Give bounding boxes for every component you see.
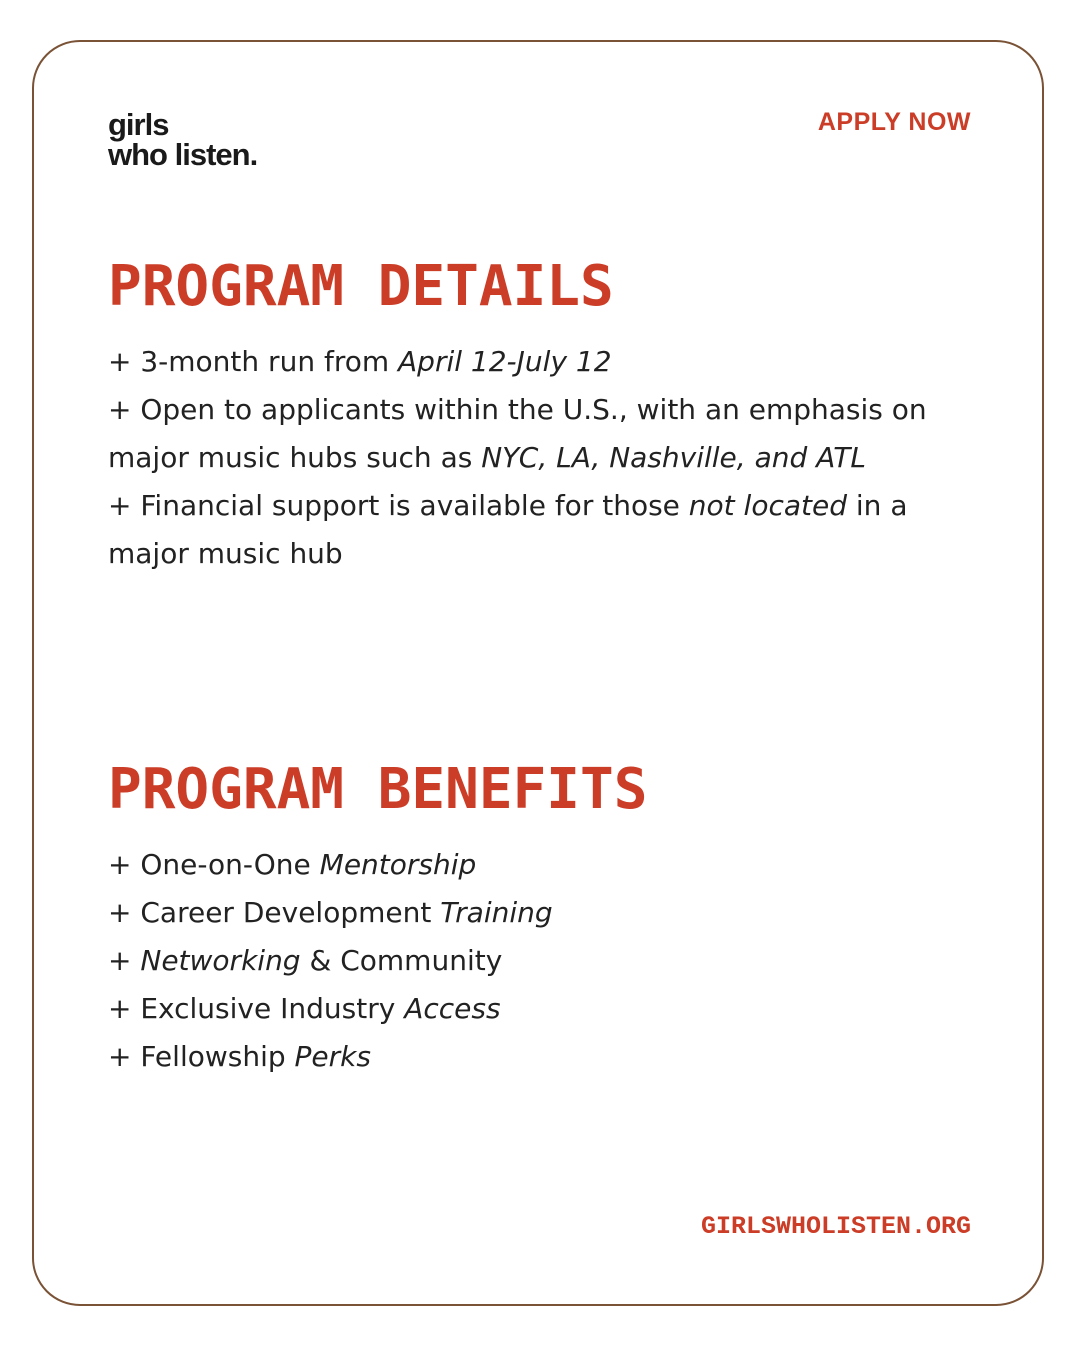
list-item: + Career Development Training (108, 896, 553, 929)
logo-line-1: girls (108, 107, 169, 142)
program-benefits-heading: PROGRAM BENEFITS (108, 757, 648, 822)
list-item: + Networking & Community (108, 944, 503, 977)
list-item: + Financial support is available for those not located in a major music hub (108, 489, 908, 570)
list-item: + Open to applicants within the U.S., with an emphasis on major music hubs such as NYC, LA, Nashville, and ATL (108, 393, 927, 474)
list-item: + 3-month run from April 12-July 12 (108, 345, 612, 378)
program-details-heading: PROGRAM DETAILS (108, 254, 614, 319)
brand-logo[interactable] (108, 107, 258, 172)
list-item: + One-on-One Mentorship (108, 848, 477, 881)
list-item: + Fellowship Perks (108, 1040, 371, 1073)
program-details-list (108, 338, 938, 578)
website-link[interactable]: GIRLSWHOLISTEN.ORG (700, 1212, 971, 1241)
list-item: + Exclusive Industry Access (108, 992, 501, 1025)
logo-line-2: who listen. (108, 137, 258, 172)
apply-now-link[interactable]: APPLY NOW (817, 108, 971, 136)
program-benefits-list (108, 841, 938, 1081)
card-frame (32, 40, 1044, 1306)
